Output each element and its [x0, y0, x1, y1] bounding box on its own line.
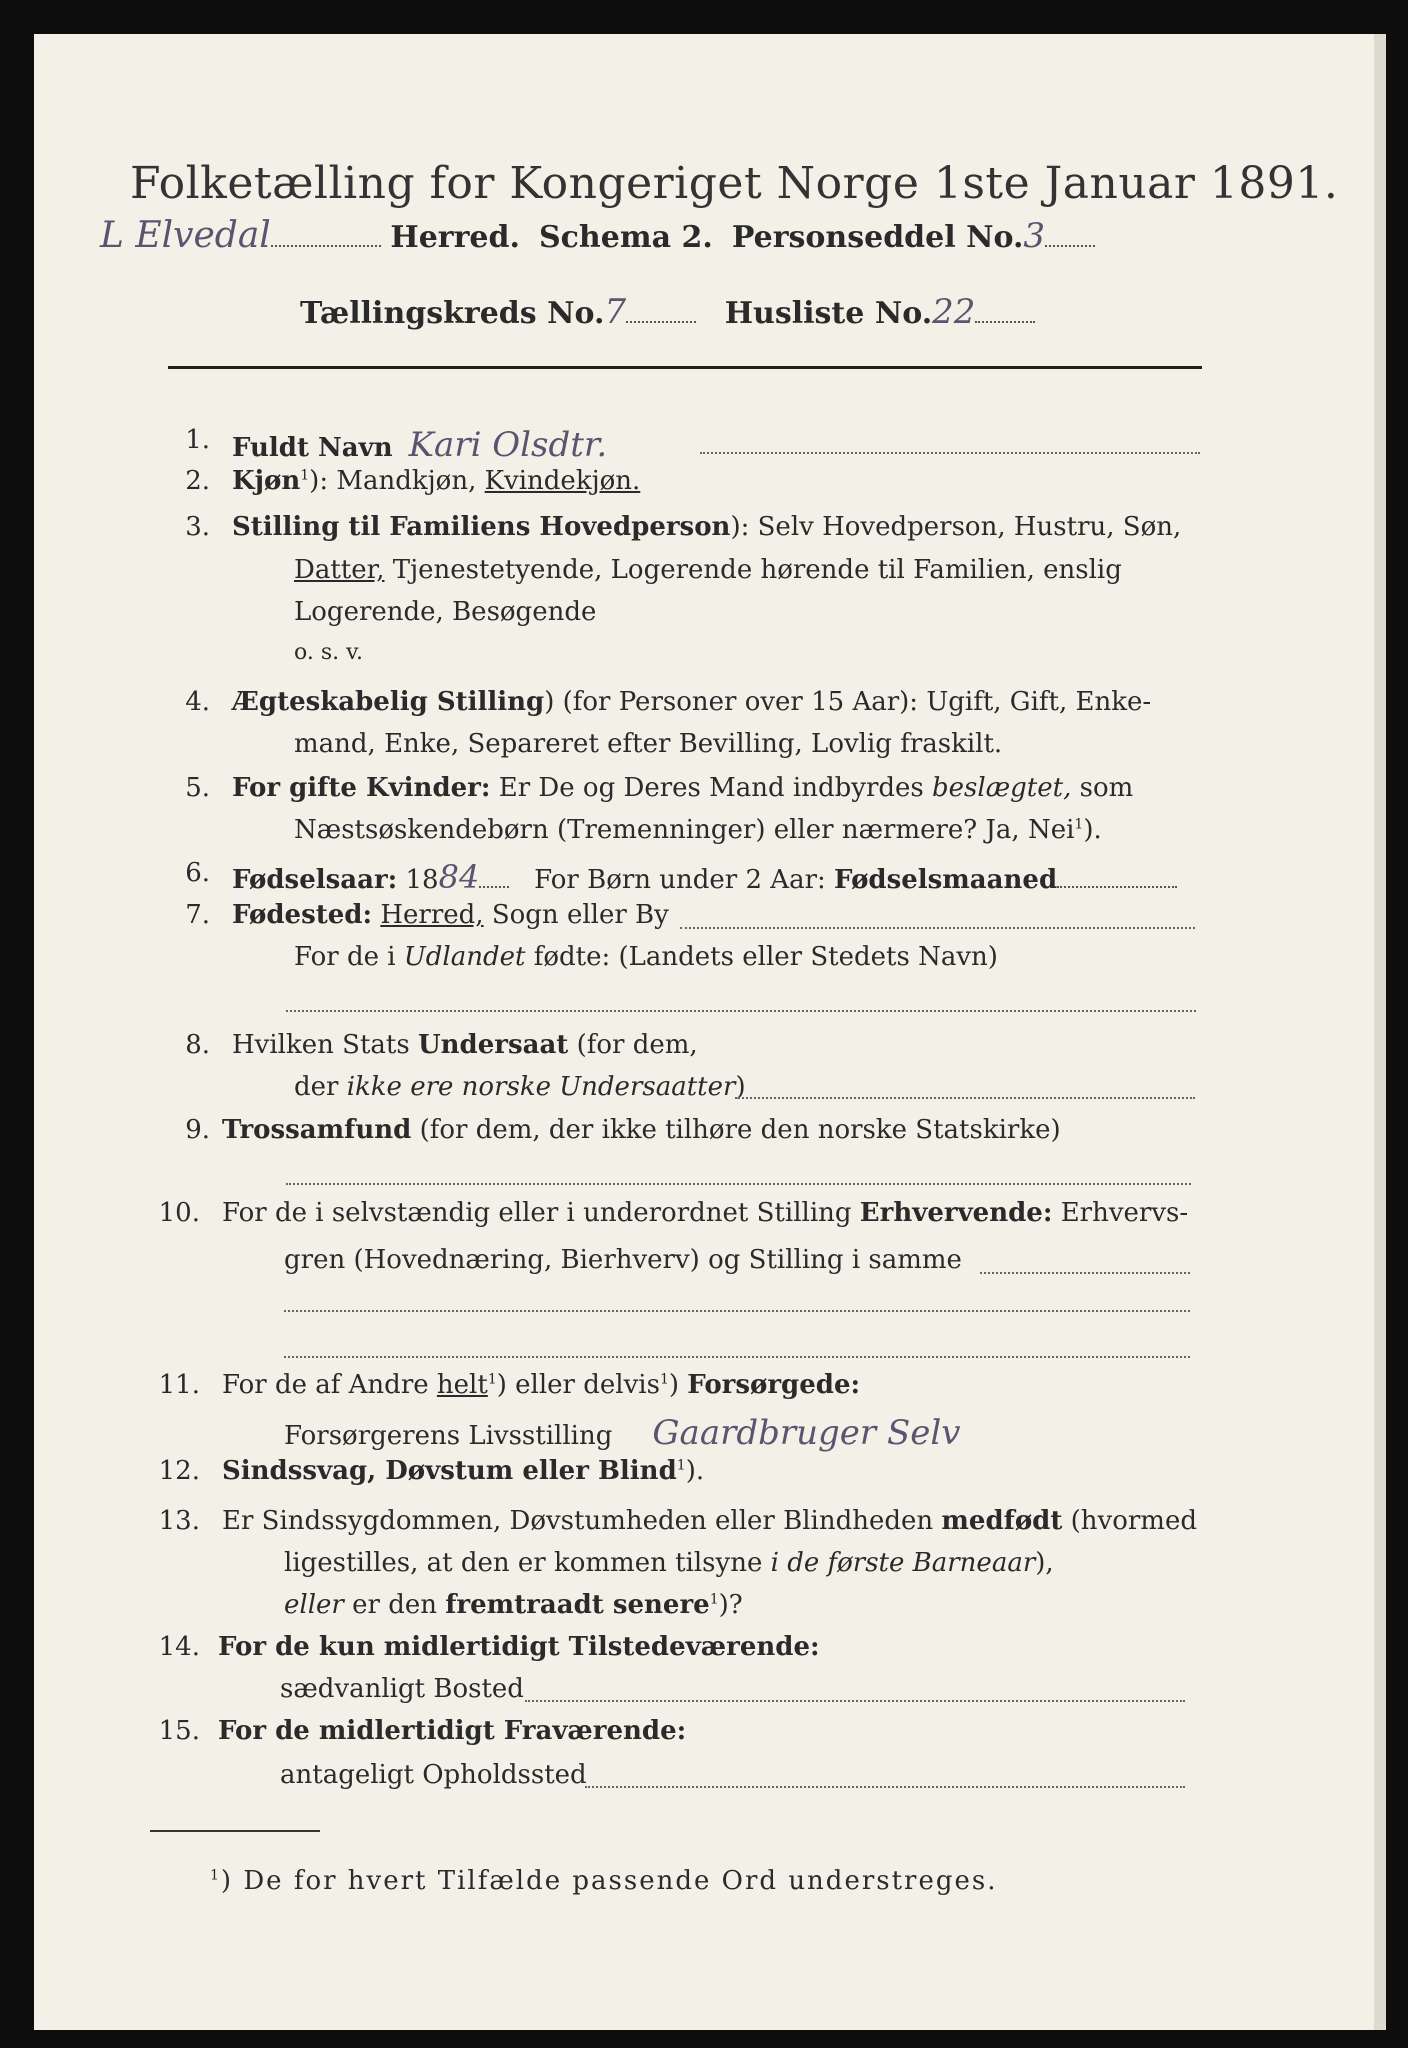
q3-label: Stilling til Familiens Hovedperson — [232, 512, 731, 542]
q2-text: ): Mandkjøn, — [309, 466, 477, 496]
q13-row-3: eller er den fremtraadt senere$^1$)? — [284, 1590, 743, 1620]
q8-line1a: Hvilken Stats — [232, 1030, 410, 1060]
q13-line3b: er den — [352, 1590, 437, 1620]
q11-line1a: For de af Andre — [222, 1370, 429, 1400]
footnote-rule — [150, 1830, 320, 1832]
q11-row-2 — [284, 1413, 960, 1453]
q2-underlined: Kvindekjøn. — [484, 466, 641, 496]
q7-label: Fødested: — [232, 900, 373, 930]
q8-number: 8. — [185, 1030, 210, 1060]
q11-row-1: For de af Andre helt$^1$) eller delvis$^1$) Forsørgede: — [222, 1370, 861, 1400]
q5-number: 5. — [185, 773, 210, 803]
q1-fill-line — [700, 452, 1200, 454]
q6-text: For Børn under 2 Aar: — [534, 865, 826, 895]
q10-number: 10. — [158, 1198, 200, 1228]
q7-line2b: Udlandet — [403, 942, 526, 972]
q8-line2b: ikke ere norske Undersaatter — [346, 1072, 736, 1102]
q3-row-2 — [294, 555, 1122, 585]
q1-label: Fuldt Navn — [232, 433, 393, 463]
q7-underlined: Herred, — [380, 900, 484, 930]
q13-number: 13. — [158, 1506, 200, 1536]
q3-row-1 — [232, 512, 1181, 542]
q3-line3: Logerende, Besøgende — [294, 597, 597, 627]
q9-text: (for dem, der ikke tilhøre den norske Statskirke) — [419, 1115, 1061, 1145]
q11-line1d: Forsørgede: — [687, 1370, 861, 1400]
q14-label: For de kun midlertidigt Tilstedeværende: — [218, 1632, 820, 1662]
q10-line1a: For de i selvstændig eller i underordnet Stilling — [222, 1198, 852, 1228]
paper-edge — [1374, 34, 1386, 2030]
q1-number: 1. — [185, 425, 210, 455]
q14-number: 14. — [158, 1632, 200, 1662]
q4-label: Ægteskabelig Stilling — [232, 687, 545, 717]
q7-text: Sogn eller By — [491, 900, 669, 930]
q2-sup: 1 — [300, 467, 310, 484]
husliste-label: Husliste No. — [724, 296, 933, 331]
q5-line1c: som — [1079, 773, 1134, 803]
q6-number: 6. — [185, 858, 210, 888]
q11-line1b: helt — [436, 1370, 488, 1400]
q7-number: 7. — [185, 900, 210, 930]
q11-number: 11. — [158, 1370, 200, 1400]
header-divider — [168, 366, 1202, 369]
q14-row-1 — [218, 1632, 820, 1662]
q8-line2a: der — [294, 1072, 339, 1102]
q14-line2: sædvanligt Bosted — [280, 1674, 524, 1704]
q5-line1b: beslægtet, — [932, 773, 1072, 803]
q11-line2: Forsørgerens Livsstilling — [284, 1421, 613, 1451]
q12-row: Sindssvag, Døvstum eller Blind$^1$). — [222, 1456, 705, 1486]
q10-line2: gren (Hovednæring, Bierhverv) og Stilling i samme — [284, 1245, 962, 1275]
q8-line1b: Undersaat — [417, 1030, 569, 1060]
q13-line3a: eller — [284, 1590, 344, 1620]
q3-underlined: Datter, — [294, 555, 385, 585]
q9-fill-line — [286, 1183, 1191, 1185]
q15-fill-line — [585, 1786, 1185, 1788]
q4-line2: mand, Enke, Separeret efter Bevilling, Lovlig fraskilt. — [294, 729, 1003, 759]
q11-value: Gaardbruger Selv — [652, 1413, 961, 1453]
q5-line2: Næstsøskendebørn (Tremenninger) eller nærmere? Ja, Nei — [294, 815, 1075, 845]
q2-row — [232, 466, 640, 496]
q6-row — [232, 858, 1177, 896]
q2-number: 2. — [185, 466, 210, 496]
q3-number: 3. — [185, 512, 210, 542]
q5-line1a: Er De og Deres Mand indbyrdes — [498, 773, 924, 803]
kreds-row — [300, 292, 1035, 332]
q13-row-2 — [284, 1548, 1054, 1578]
q11-line1c: eller delvis — [515, 1370, 660, 1400]
q7-line2a: For de i — [294, 942, 396, 972]
q3-line2: Tjenestetyende, Logerende hørende til Familien, enslig — [392, 555, 1122, 585]
q13-row-1 — [222, 1506, 1197, 1536]
q3-line1: ): Selv Hovedperson, Hustru, Søn, — [730, 512, 1182, 542]
q12-number: 12. — [158, 1456, 200, 1486]
q14-fill-line — [525, 1700, 1185, 1702]
q13-line3d: )? — [718, 1590, 743, 1620]
q1-value: Kari Olsdtr. — [408, 425, 608, 465]
form-title: Folketælling for Kongeriget Norge 1ste Januar 1891. — [130, 158, 1339, 209]
q8-fill-line — [735, 1097, 1195, 1099]
q8-line2c: ) — [735, 1072, 746, 1102]
q10-row-1 — [222, 1198, 1188, 1228]
q6-label2: Fødselsmaaned — [834, 865, 1058, 895]
q15-line2: antageligt Opholdssted — [280, 1760, 587, 1790]
q2-label: Kjøn — [232, 466, 301, 496]
q10-fill-line-3 — [284, 1356, 1190, 1358]
husliste-value: 22 — [932, 292, 976, 332]
footnote — [210, 1866, 998, 1896]
q4-line1: ) (for Personer over 15 Aar): Ugift, Gift, Enke- — [544, 687, 1152, 717]
personseddel-label: Personseddel No. — [731, 220, 1024, 255]
q7-row-1 — [232, 900, 669, 930]
q5-row-2: Næstsøskendebørn (Tremenninger) eller nærmere? Ja, Nei$^1$). — [294, 815, 1102, 845]
personseddel-value: 3 — [1023, 216, 1046, 256]
q12-label: Sindssvag, Døvstum eller Blind — [222, 1456, 677, 1486]
q9-row — [222, 1115, 1061, 1145]
q9-number: 9. — [185, 1115, 210, 1145]
footnote-sup: 1 — [210, 1867, 221, 1884]
q6-label: Fødselsaar: — [232, 865, 398, 895]
q5-row-1 — [232, 773, 1133, 803]
q4-row-1 — [232, 687, 1151, 717]
kreds-label: Tællingskreds No. — [300, 296, 605, 331]
q6-value: 84 — [438, 858, 480, 896]
footnote-text: ) De for hvert Tilfælde passende Ord understreges. — [220, 1866, 998, 1896]
q10-line1b: Erhvervende: — [859, 1198, 1053, 1228]
q10-fill-line-2 — [284, 1310, 1190, 1312]
q13-line2b: i de første Barneaar — [770, 1548, 1036, 1578]
q13-line1b: medfødt — [941, 1506, 1063, 1536]
q15-number: 15. — [158, 1716, 200, 1746]
q10-fill-line-1 — [980, 1272, 1190, 1274]
herred-value: L Elvedal — [100, 215, 271, 256]
q9-label: Trossamfund — [222, 1115, 412, 1145]
q8-row-1 — [232, 1030, 698, 1060]
q5-label: For gifte Kvinder: — [232, 773, 491, 803]
q15-label: For de midlertidigt Fraværende: — [218, 1716, 687, 1746]
q8-line1c: (for dem, — [576, 1030, 698, 1060]
q4-number: 4. — [185, 687, 210, 717]
schema-label: Schema 2. — [539, 220, 713, 255]
q15-row-1 — [218, 1716, 686, 1746]
q7-fill-line-2 — [286, 1010, 1196, 1012]
herred-row — [100, 215, 1095, 256]
herred-label: Herred. — [390, 220, 520, 255]
q13-line1a: Er Sindssygdommen, Døvstumheden eller Blindheden — [222, 1506, 934, 1536]
q13-line1c: (hvormed — [1070, 1506, 1197, 1536]
q7-line2c: fødte: (Landets eller Stedets Navn) — [533, 942, 998, 972]
q13-line2a: ligestilles, at den er kommen tilsyne — [284, 1548, 763, 1578]
q1-row — [232, 425, 607, 465]
q7-row-2 — [294, 942, 998, 972]
q13-line3c: fremtraadt senere — [445, 1590, 710, 1620]
q8-row-2 — [294, 1072, 746, 1102]
q13-line2c: ), — [1035, 1548, 1054, 1578]
q7-fill-line — [680, 927, 1195, 929]
q12-text: ). — [685, 1456, 705, 1486]
q6-prefix: 18 — [405, 865, 439, 895]
kreds-value: 7 — [604, 292, 627, 332]
q3-line4: o. s. v. — [294, 640, 363, 665]
q10-line1c: Erhvervs- — [1060, 1198, 1189, 1228]
